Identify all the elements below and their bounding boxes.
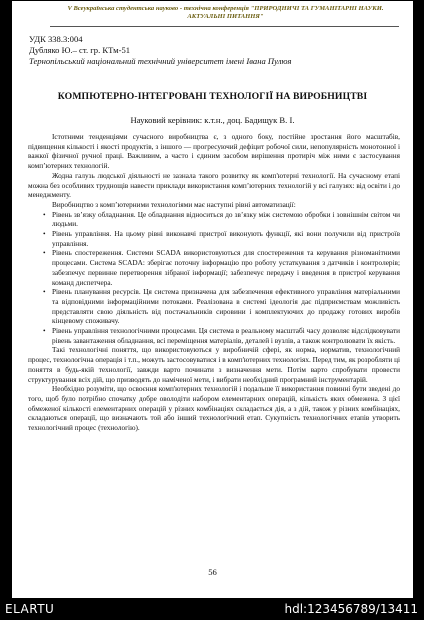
paragraph: Такі технологічні поняття, що використовуються у виробничій сфері, як норма, норматив, технологічний процес, технологічна операція і т.п., можуть застосовуватися і в комп'ютерних технологіях. Перед тим, як розробляти ці поняття в будь-якій технології, завжди варто починати з визначення мети. Потім варто спробувати провести структурування всіх дій, що призводять до наміченої мети, і вибрати необхідний програмний інструментарій. xyxy=(28,346,400,384)
list-item: • Рівень управління. На цьому рівні виконавчі пристрої виконують функції, які вони получили від пристроїв управління. xyxy=(52,230,400,249)
list-item: • Рівень управління технологічними процесами. Ця система в реальному масштабі часу дозволяє відслідковувати рівень завантаження обладнання, всі переміщення матеріалів, деталей і вузлів, а також контролювати їх якість. xyxy=(52,327,400,346)
udk-code: УДК 338.3:004 xyxy=(29,34,83,44)
list-item: • Рівень спостереження. Системи SCADA використовуються для спостереження та керування різноманітними процесами. Система SCADA: зберігає поточну інформацію про роботу устаткування з датчиків і контролерів; забезпечує первинне перетворення зібраної інформації; забезпечує передачу і введення в пристрої керування команд диспетчера. xyxy=(52,249,400,288)
document-page xyxy=(12,1,413,598)
repository-footer xyxy=(0,598,424,620)
list-item: • Рівень зв’язку обладнання. Це обладнання відноситься до зв’язку між системою обробки і зовнішнім світом чи людьми. xyxy=(52,211,400,230)
paragraph: Істотними тенденціями сучасного виробництва є, з одного боку, постійне зростання його масштабів, підвищення кількості і якості продуктів, з іншого — прогресуючий дефіцит робочої сили, непопулярність монотонної і важкої фізичної ручної праці. Важливим, а часто і єдиним засобом вирішення протиріч між ними є застосування комп’ютерних технологій. xyxy=(28,133,400,171)
header-divider xyxy=(50,26,399,27)
affiliation: Тернопільський національний технічний університет імені Івана Пулюя xyxy=(29,55,292,66)
repository-name: ELARTU xyxy=(5,602,55,616)
paragraph: Виробництво з комп’ютерними технологіями має наступні рівні автоматизації: xyxy=(52,200,296,209)
conference-header xyxy=(52,5,399,20)
paragraph: Жодна галузь людської діяльності не зазнала такого розвитку як комп'ютерні технології. На сучасному етапі можна без особливих труднощів навести приклади використання комп’ютерних технологій у всі галузях: від освіти і до менеджменту. xyxy=(28,171,400,200)
list-item: • Рівень планування ресурсів. Ця система призначена для забезпечення ефективного управління матеріальними та відповідними інформаційними потоками. Реалізована в системі ідеологія дає підприємствам можливість представляти свою діяльність від постачальників сировини і комплектуючих до продажу готових виробів кінцевому споживачу. xyxy=(52,288,400,327)
article-title: КОМПЮТЕРНО-ІНТЕГРОВАНІ ТЕХНОЛОГІЇ НА ВИРОБНИЦТВІ xyxy=(57,91,368,102)
automation-levels-list xyxy=(28,211,400,347)
page-number: 56 xyxy=(208,567,217,577)
article-meta xyxy=(29,34,292,66)
article-body xyxy=(28,133,400,434)
handle-id: hdl:123456789/13411 xyxy=(284,602,418,616)
conference-header-line-1: V Всеукраїнська студентська науково - технічна конференція "ПРИРОДНИЧІ ТА ГУМАНІТАРНІ НАУКИ. xyxy=(67,5,384,12)
paragraph: Необхідно розуміти, що освоєння комп'ютерних технологій і подальше її використання повинні бути зведені до того, щоб було потрібно спочатку добре оволодіти набором елементарних операцій, кількість яких обмежена. З цієї обмеженої кількості елементарних операцій у різних комбінаціях складається дія, а з дій, також у різних комбінаціях, складаються операції, що визначають той або інший технологічний етап. Сукупність технологічних етапів утворить технологічний процес (технологію). xyxy=(28,385,400,433)
supervisor-line: Науковий керівник: к.т.н., доц. Бадищук В. І. xyxy=(130,115,295,125)
author-line: Дубляко Ю.– ст. гр. КТм-51 xyxy=(29,44,131,55)
conference-header-line-2: АКТУАЛЬНІ ПИТАННЯ" xyxy=(187,12,264,20)
